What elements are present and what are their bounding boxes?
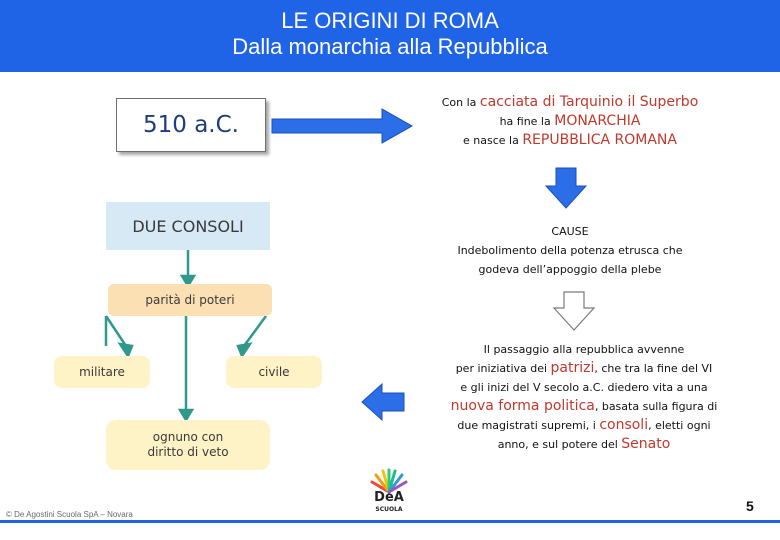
copyright: © De Agostini Scuola SpA – Novara	[6, 510, 133, 519]
veto-box: ognuno con diritto di veto	[106, 420, 270, 470]
footer-line	[0, 520, 780, 523]
parity-box: parità di poteri	[108, 284, 272, 316]
causes-text: CAUSE Indebolimento della potenza etrusca che godeva dell’appoggio della plebe	[420, 222, 720, 279]
civil-box: civile	[226, 356, 322, 388]
outline-down-arrow-icon	[552, 290, 596, 332]
down-arrow-icon	[544, 166, 588, 210]
highlight-patrizi: patrizi	[550, 360, 595, 376]
year-box: 510 a.C.	[116, 98, 266, 152]
transition-text: Il passaggio alla repubblica avvenne per iniziativa dei patrizi, che tra la fine del VI e gli inizi del V secolo a.C. diedero vita a una nuova forma politica, basata sulla figura di due magistrati supremi, i consoli, eletti ogni anno, e sul potere del Senato	[450, 343, 718, 452]
highlight-monarchia: MONARCHIA	[554, 113, 641, 129]
highlight-consoli: consoli	[599, 417, 649, 433]
intro-text: Con la cacciata di Tarquinio il Superbo ha fine la MONARCHIA e nasce la REPUBBLICA ROMANA	[441, 94, 699, 148]
dea-logo-text: DeA	[374, 490, 404, 505]
page-number: 5	[746, 498, 754, 514]
highlight-senato: Senato	[621, 436, 671, 452]
causes-title: CAUSE	[551, 225, 589, 238]
highlight-repubblica: REPUBBLICA ROMANA	[522, 132, 677, 148]
highlight-nuova-forma: nuova forma politica	[450, 398, 595, 414]
page-subtitle: Dalla monarchia alla Repubblica	[232, 34, 548, 59]
military-box: militare	[54, 356, 150, 388]
consuls-box: DUE CONSOLI	[106, 202, 270, 250]
page-title: LE ORIGINI DI ROMA	[281, 8, 499, 33]
left-arrow-icon	[360, 382, 406, 422]
highlight-cacciata: cacciata di Tarquinio il Superbo	[479, 94, 699, 110]
dea-logo-subtext: SCUOLA	[375, 506, 403, 513]
